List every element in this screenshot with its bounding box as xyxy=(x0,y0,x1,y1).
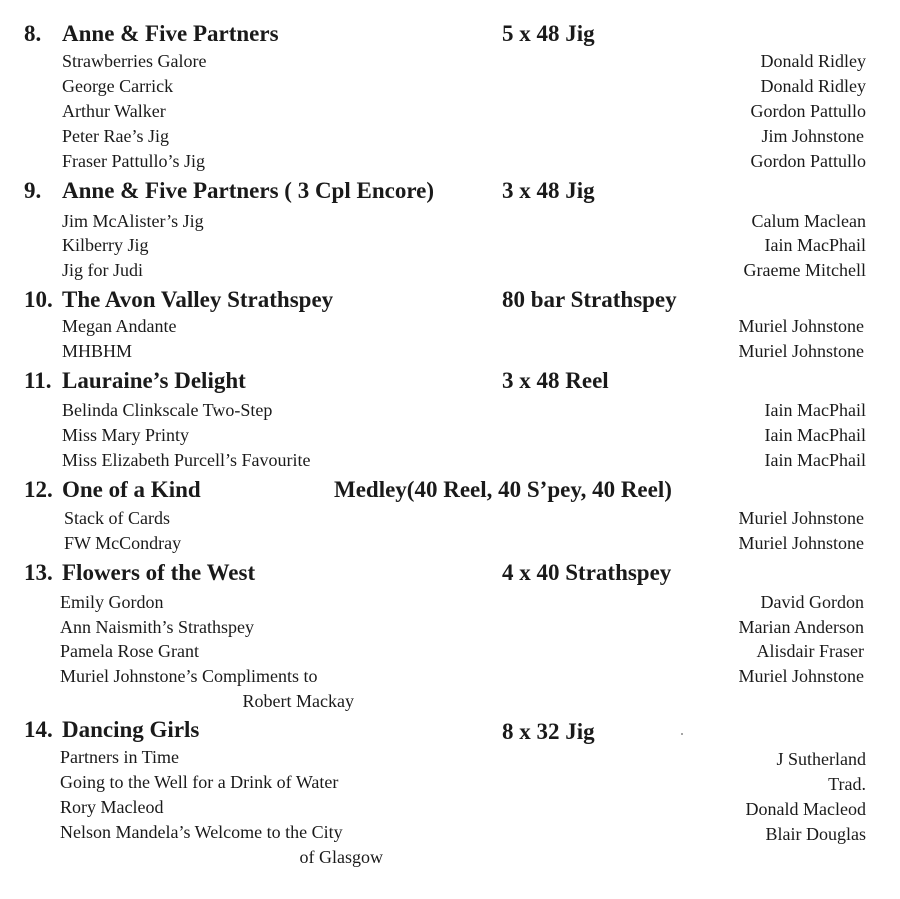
dance-title: Dancing Girls xyxy=(62,717,200,742)
tune-row xyxy=(0,74,900,99)
tune-row xyxy=(0,745,900,770)
tune-composer: Muriel Johnstone xyxy=(738,533,864,553)
tune-composer: Blair Douglas xyxy=(765,824,866,844)
tune-composer: Muriel Johnstone xyxy=(738,316,864,336)
tune-name: Strawberries Galore xyxy=(62,51,207,71)
tune-name: Stack of Cards xyxy=(64,508,170,528)
tune-row xyxy=(0,448,900,473)
tune-row xyxy=(0,124,900,149)
dance-title: The Avon Valley Strathspey xyxy=(62,287,334,312)
tune-name: Going to the Well for a Drink of Water xyxy=(60,772,339,792)
tune-name: Rory Macleod xyxy=(60,797,164,817)
tune-row xyxy=(0,398,900,423)
tune-row xyxy=(0,99,900,124)
tune-row xyxy=(0,49,900,74)
dance-title: One of a Kind xyxy=(62,477,201,502)
tune-name: Peter Rae’s Jig xyxy=(62,126,169,146)
tune-row xyxy=(0,845,900,870)
dance-title: Flowers of the West xyxy=(62,560,256,585)
tune-row xyxy=(0,423,900,448)
dance-title: Anne & Five Partners xyxy=(62,21,279,46)
tune-composer: Muriel Johnstone xyxy=(738,341,864,361)
dance-form: 5 x 48 Jig xyxy=(502,21,595,46)
dance-form: 3 x 48 Jig xyxy=(502,178,595,203)
tune-name: Belinda Clinkscale Two-Step xyxy=(62,400,273,420)
tune-row xyxy=(0,615,900,640)
tune-name: Jim McAlister’s Jig xyxy=(62,211,204,231)
tune-name: Pamela Rose Grant xyxy=(60,641,199,661)
tune-name: Nelson Mandela’s Welcome to the City xyxy=(60,822,343,842)
tune-row xyxy=(0,149,900,174)
tune-row xyxy=(0,339,900,364)
dance-number: 11. xyxy=(24,368,52,393)
tune-row xyxy=(0,506,900,531)
tune-name: Arthur Walker xyxy=(62,101,166,121)
tune-composer: Gordon Pattullo xyxy=(750,101,866,121)
tune-name: Miss Mary Printy xyxy=(62,425,190,445)
tune-composer: Gordon Pattullo xyxy=(750,151,866,171)
tune-composer: Donald Ridley xyxy=(760,51,866,71)
tune-row xyxy=(0,639,900,664)
tune-composer: Calum Maclean xyxy=(751,211,866,231)
tune-name-continuation: of Glasgow xyxy=(299,847,383,867)
tune-row xyxy=(0,590,900,615)
dance-form: Medley(40 Reel, 40 S’pey, 40 Reel) xyxy=(334,477,672,502)
tune-row xyxy=(0,258,900,283)
dance-number: 9. xyxy=(24,178,42,203)
dance-form: 3 x 48 Reel xyxy=(502,368,609,393)
tune-name: Muriel Johnstone’s Compliments to xyxy=(60,666,318,686)
tune-name-continuation: Robert Mackay xyxy=(242,691,354,711)
tune-composer: David Gordon xyxy=(760,592,864,612)
tune-name: FW McCondray xyxy=(64,533,182,553)
tune-composer: Iain MacPhail xyxy=(764,235,866,255)
dance-title: Anne & Five Partners ( 3 Cpl Encore) xyxy=(62,178,434,203)
tune-composer: Trad. xyxy=(828,774,866,794)
tune-name: George Carrick xyxy=(62,76,174,96)
tune-row xyxy=(0,820,900,845)
tune-composer: J Sutherland xyxy=(776,749,866,769)
dance-form: 8 x 32 Jig xyxy=(502,719,595,744)
tune-row xyxy=(0,314,900,339)
dance-form: 80 bar Strathspey xyxy=(502,287,677,312)
tune-name: Kilberry Jig xyxy=(62,235,149,255)
tune-row xyxy=(0,209,900,234)
tune-composer: Iain MacPhail xyxy=(764,425,866,445)
dance-number: 14. xyxy=(24,717,53,742)
dance-number: 12. xyxy=(24,477,53,502)
tune-composer: Marian Anderson xyxy=(738,617,864,637)
tune-row xyxy=(0,770,900,795)
tune-row xyxy=(0,664,900,689)
tune-name: Jig for Judi xyxy=(62,260,143,280)
scan-speck xyxy=(681,733,683,735)
tune-composer: Donald Macleod xyxy=(745,799,866,819)
tune-row xyxy=(0,233,900,258)
tune-composer: Muriel Johnstone xyxy=(738,666,864,686)
dance-title: Lauraine’s Delight xyxy=(62,368,246,393)
tune-composer: Graeme Mitchell xyxy=(743,260,866,280)
tune-name: Fraser Pattullo’s Jig xyxy=(62,151,205,171)
tune-composer: Alisdair Fraser xyxy=(756,641,864,661)
tune-name: MHBHM xyxy=(62,341,133,361)
dance-number: 10. xyxy=(24,287,53,312)
tune-row xyxy=(0,795,900,820)
tune-composer: Jim Johnstone xyxy=(761,126,864,146)
tune-name: Ann Naismith’s Strathspey xyxy=(60,617,254,637)
tune-row xyxy=(0,689,900,714)
tune-row xyxy=(0,531,900,556)
tune-composer: Iain MacPhail xyxy=(764,400,866,420)
tune-composer: Iain MacPhail xyxy=(764,450,866,470)
dance-form: 4 x 40 Strathspey xyxy=(502,560,672,585)
dance-number: 8. xyxy=(24,21,42,46)
dance-number: 13. xyxy=(24,560,53,585)
tune-composer: Donald Ridley xyxy=(760,76,866,96)
tune-composer: Muriel Johnstone xyxy=(738,508,864,528)
tune-name: Emily Gordon xyxy=(60,592,164,612)
tune-name: Partners in Time xyxy=(60,747,180,767)
tune-name: Megan Andante xyxy=(62,316,177,336)
tune-name: Miss Elizabeth Purcell’s Favourite xyxy=(62,450,311,470)
